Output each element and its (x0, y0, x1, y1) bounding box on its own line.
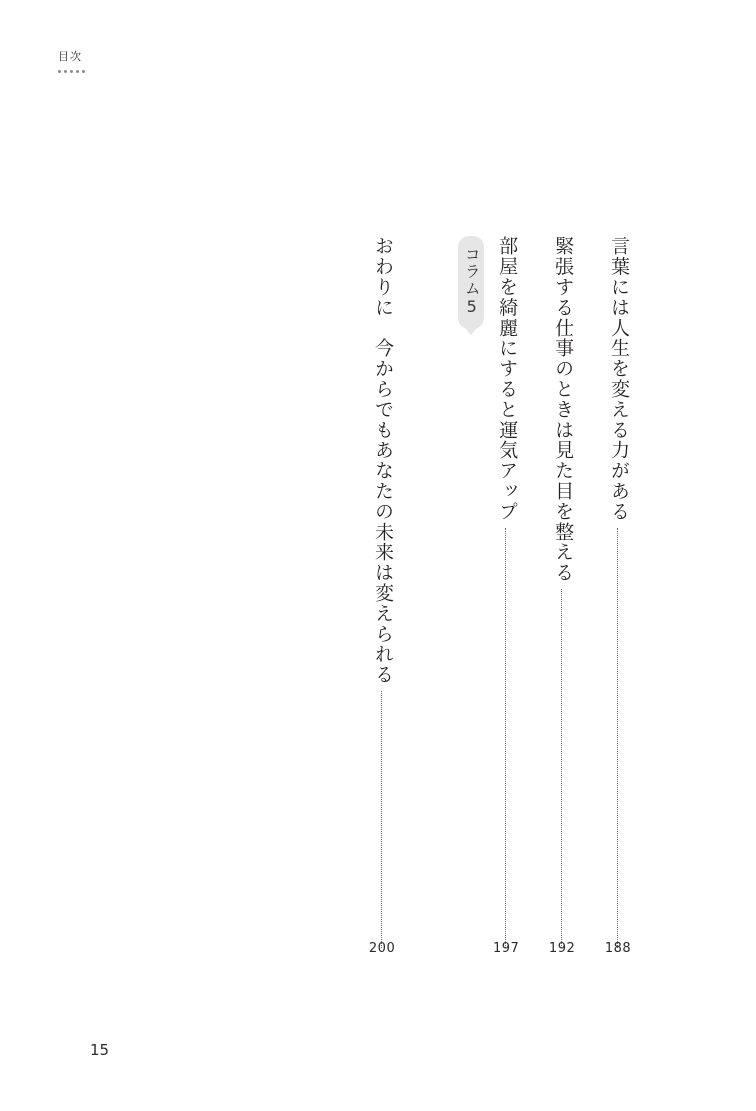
leader-dots (561, 589, 563, 948)
toc-entry[interactable] (494, 236, 518, 956)
toc-entry-page: 200 (368, 941, 396, 956)
leader-dots (617, 528, 619, 948)
toc-entry[interactable] (606, 236, 630, 956)
toc-entry-title: おわりに 今からでもあなたの未来は変えられる (372, 236, 395, 685)
leader-dots (505, 528, 507, 948)
column-badge-container (458, 236, 484, 956)
leader-dots (381, 691, 383, 948)
toc-entry-title: 緊張する仕事のときは見た目を整える (552, 236, 575, 583)
page-header (58, 48, 178, 73)
toc-entry-title: 部屋を綺麗にすると運気アップ (496, 236, 519, 522)
header-dot-ornament (58, 70, 178, 73)
table-of-contents (370, 236, 630, 956)
dot-icon (76, 70, 79, 73)
toc-entry[interactable] (550, 236, 574, 956)
column-badge (458, 236, 484, 329)
toc-entry[interactable] (370, 236, 394, 956)
toc-entry-page: 197 (492, 941, 520, 956)
toc-entry-page: 192 (548, 941, 576, 956)
folio-number: 15 (90, 1041, 110, 1059)
dot-icon (82, 70, 85, 73)
dot-icon (64, 70, 67, 73)
toc-entry-page: 188 (604, 941, 632, 956)
toc-entry-title: 言葉には人生を変える力がある (608, 236, 630, 522)
page-title: 目次 (58, 50, 82, 63)
column-badge-label: コラム5 (462, 246, 482, 317)
dot-icon (58, 70, 61, 73)
dot-icon (70, 70, 73, 73)
